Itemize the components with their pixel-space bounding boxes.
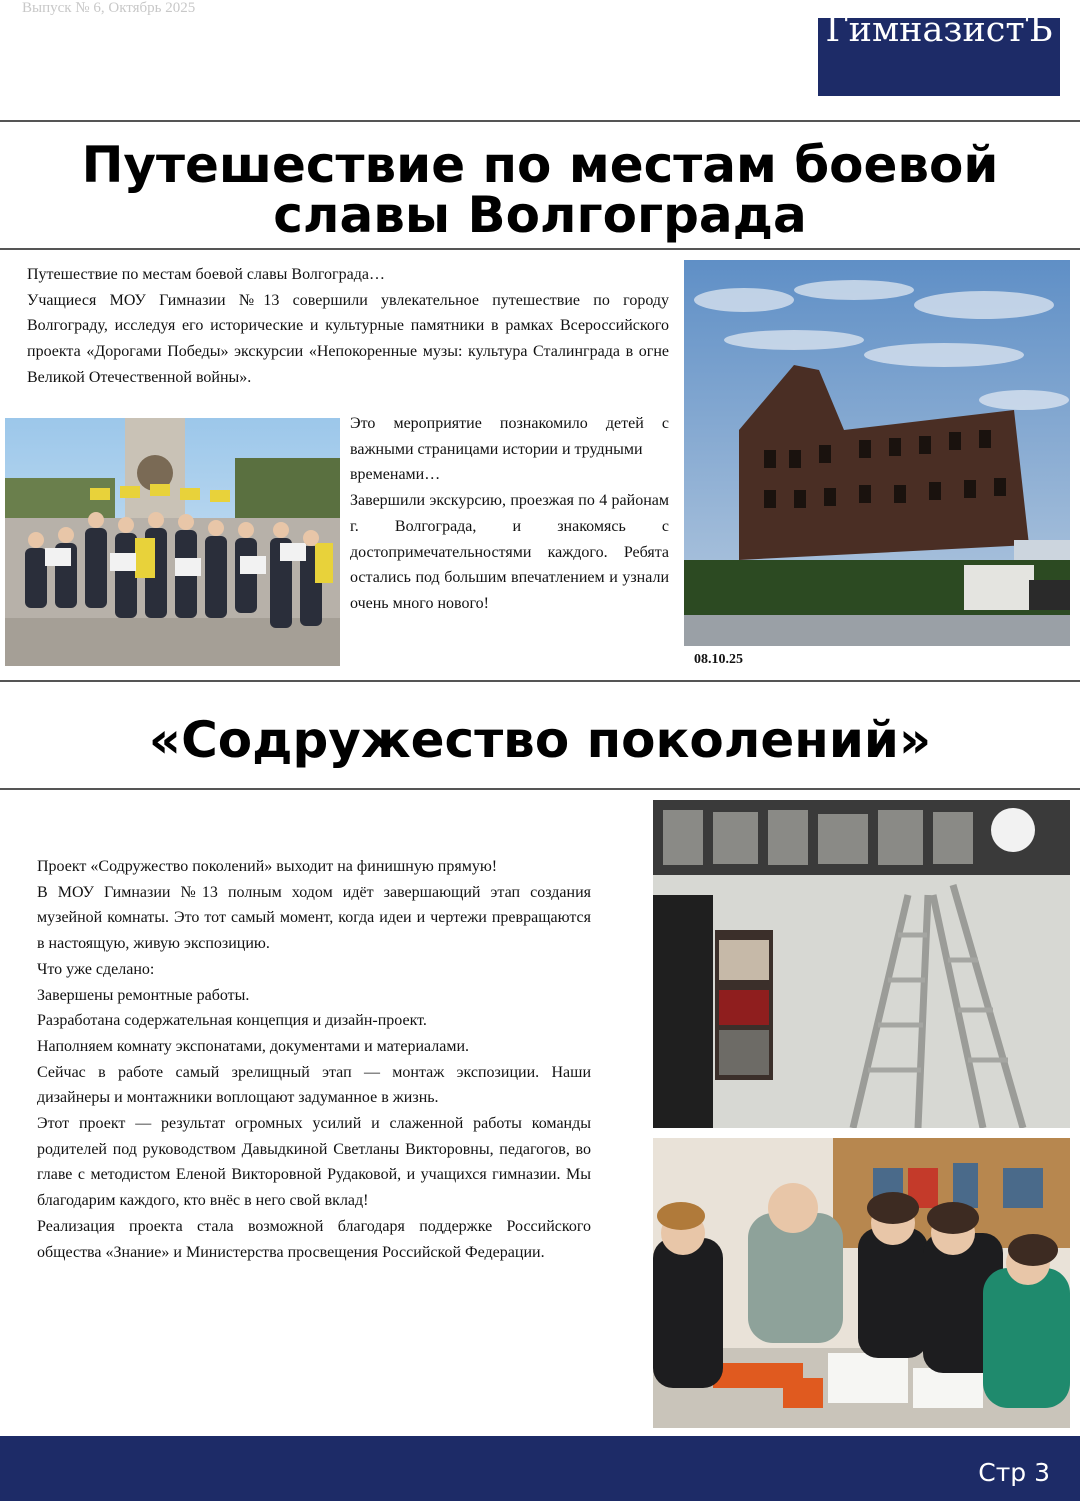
article2-paragraph: Завершены ремонтные работы.	[37, 986, 250, 1004]
article2-paragraph: Разработана содержательная концепция и дизайн-проект.	[37, 1012, 427, 1030]
article2-paragraph: Что уже сделано:	[37, 960, 155, 978]
team-working-photo	[653, 1138, 1070, 1428]
divider	[0, 120, 1080, 122]
article2-paragraph: Реализация проекта стала возможной благодаря поддержке Российского общества «Знание» и Министерства просвещения Российской Федерации.	[37, 1217, 591, 1261]
article1-intro-line: Путешествие по местам боевой славы Волгограда…	[27, 266, 385, 283]
divider	[0, 248, 1080, 250]
article1-body	[350, 411, 669, 617]
newspaper-logo: ГимназистЪ	[825, 10, 1053, 50]
article1-title-line2: славы Волгограда	[273, 186, 807, 244]
divider	[0, 788, 1080, 790]
page-footer	[0, 1436, 1080, 1501]
article1-date: 08.10.25	[694, 652, 743, 667]
article1-intro	[27, 262, 669, 391]
article1-title	[0, 136, 1080, 244]
ruined-mill-photo	[684, 260, 1070, 646]
article2-body	[37, 854, 591, 1265]
museum-ladder-photo	[653, 800, 1070, 1128]
article1-body-line3: Завершили экскурсию, проезжая по 4 районам г. Волгограда, и знакомясь с достопримечательностями каждого. Ребята остались под большим впечатлением и узнали очень много нового!	[350, 492, 669, 612]
article2-paragraph: Сейчас в работе самый зрелищный этап — монтаж экспозиции. Наши дизайнеры и монтажники воплощают задуманное в жизнь.	[37, 1063, 591, 1107]
article1-title-line1: Путешествие по местам боевой	[81, 136, 999, 194]
page-number: Стр 3	[978, 1458, 1050, 1487]
article2-paragraph: Этот проект — результат огромных усилий и слаженной работы команды родителей под руководством Давыдкиной Светланы Викторовны, педагогов, во главе с методистом Еленой Викторовной Рудаковой, и учащихся гимназии. Мы благодарим каждого, кто внёс в него свой вклад!	[37, 1115, 591, 1210]
issue-line: Выпуск № 6, Октябрь 2025	[22, 0, 196, 16]
article2-paragraph: В МОУ Гимназии №13 полным ходом идёт завершающий этап создания музейной комнаты. Это тот самый момент, когда идеи и чертежи превращаются в настоящую, живую экспозицию.	[37, 883, 591, 953]
article1-intro-body: Учащиеся МОУ Гимназии №13 совершили увлекательное путешествие по городу Волгограду, исследуя его исторические и культурные памятники в рамках Всероссийского проекта «Дорогами Победы» экскурсии «Непокоренные музы: культура Сталинграда в огне Великой Отечественной войны».	[27, 291, 669, 386]
article1-body-line2: временами…	[350, 466, 441, 484]
article1-body-line1: Это мероприятие познакомило детей с важными страницами истории и трудными	[350, 415, 669, 458]
article2-title: «Содружество поколений»	[148, 711, 932, 769]
article2-paragraph: Наполняем комнату экспонатами, документами и материалами.	[37, 1037, 470, 1055]
students-group-photo	[5, 418, 340, 666]
divider	[0, 680, 1080, 682]
article2-paragraph: Проект «Содружество поколений» выходит на финишную прямую!	[37, 858, 498, 875]
